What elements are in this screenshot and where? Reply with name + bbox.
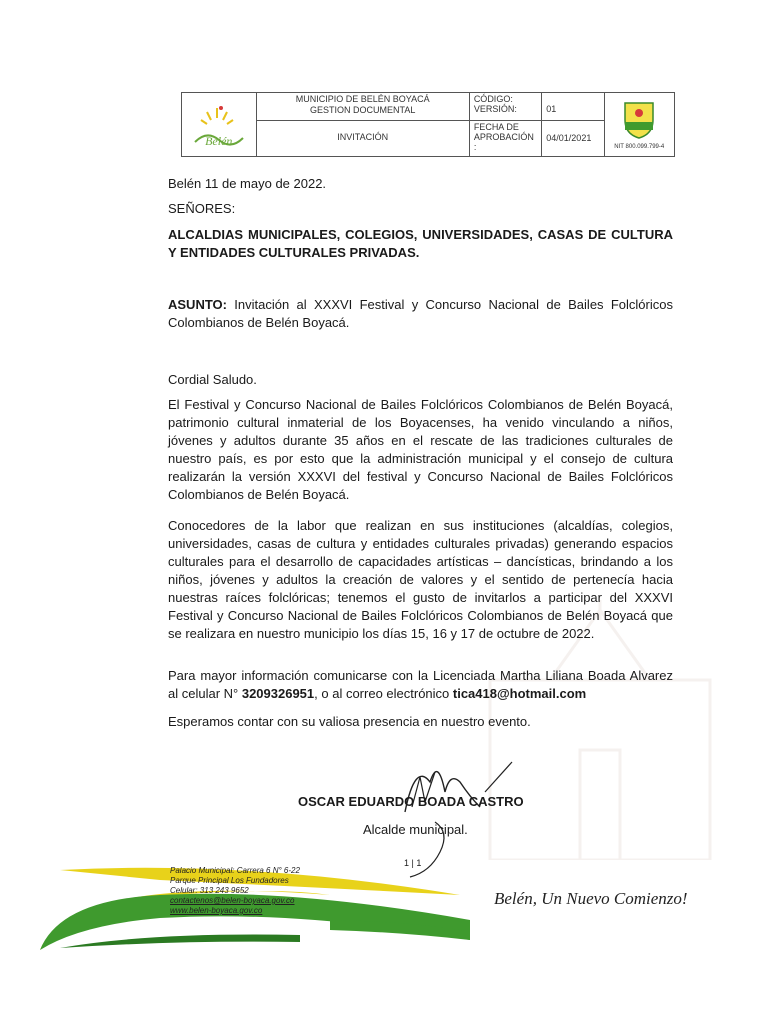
- signer-name: OSCAR EDUARDO BOADA CASTRO: [298, 794, 524, 809]
- page-indicator: 1 | 1: [404, 858, 422, 868]
- footer-slogan: Belén, Un Nuevo Comienzo!: [494, 889, 688, 908]
- footer-website: www.belen-boyaca.gov.co: [170, 906, 263, 915]
- subject-label: ASUNTO:: [168, 297, 227, 312]
- document-header: [181, 92, 675, 157]
- recipients: ALCALDIAS MUNICIPALES, COLEGIOS, UNIVERSIDADES, CASAS DE CULTURA Y ENTIDADES CULTURALES PRIVADAS.: [168, 227, 673, 260]
- logo-text: Belén: [205, 134, 233, 148]
- approval-label: FECHA DE APROBACIÓN :: [469, 120, 541, 156]
- paragraph-1: El Festival y Concurso Nacional de Bailes Folclóricos Colombianos de Belén Boyacá, patrimonio cultural inmaterial de los Boyacenses, ha venido vinculando a niños, jóvenes y adultos durante 35 años en el rescate de las tradiciones culturales de nuestro país, es por esto que la administración municipal y el consejo de cultura realizarán la versión XXXVI del festival y Concurso Nacional de Bailes Folclóricos Colombianos de Belén Boyacá.: [168, 397, 673, 502]
- approval-date: 04/01/2021: [542, 120, 604, 156]
- document-type: INVITACIÓN: [256, 120, 469, 156]
- shield-logo: [604, 93, 674, 157]
- belen-logo: [182, 93, 257, 157]
- footer-phone: Celular: 313 243 9652: [170, 886, 249, 895]
- nit-number: NIT 800.099.799-4: [614, 143, 665, 150]
- salutation-to: SEÑORES:: [168, 201, 236, 216]
- greeting: Cordial Saludo.: [168, 372, 257, 387]
- code-value: 01: [542, 93, 604, 121]
- closing: Esperamos contar con su valiosa presencia en nuestro evento.: [168, 714, 531, 729]
- paragraph-2: Conocedores de la labor que realizan en sus instituciones (alcaldías, colegios, universidades, casas de cultura y entidades culturales privadas) generando espacios culturales para el desarrollo de capacidades artísticas – dancísticas, brindando a los niños, jóvenes y adultos la creación de valores y el sentido de pertenecía hacia nuestras raíces folclóricas; tenemos el gusto de invitarlos a participar del XXXVI Festival y Concurso Nacional de Bailes Folclóricos Colombianos de Belén Boyacá que se realizara en nuestro municipio los días 15, 16 y 17 de octubre de 2022.: [168, 518, 673, 641]
- code-label: CÓDIGO: VERSIÓN:: [469, 93, 541, 121]
- footer-address: Palacio Municipal: Carrera 6 N° 6-22: [170, 866, 300, 875]
- subject-text: Invitación al XXXVI Festival y Concurso Nacional de Bailes Folclóricos Colombianos de Belén Boyacá.: [168, 297, 673, 330]
- contact-email: tica418@hotmail.com: [452, 686, 587, 701]
- letter-date: Belén 11 de mayo de 2022.: [168, 176, 327, 191]
- subject: [168, 296, 673, 332]
- footer-park: Parque Principal Los Fundadores: [170, 876, 289, 885]
- contact-paragraph: Para mayor información comunicarse con la Licenciada Martha Liliana Boada Alvarez al celular N° 3209326951, o al correo electrónico tica418@hotmail.com: [168, 668, 673, 701]
- coat-of-arms-icon: [622, 100, 656, 140]
- footer-email: contactenos@belen-boyaca.gov.co: [170, 896, 295, 905]
- header-municipality: MUNICIPIO DE BELÉN BOYACÁ GESTION DOCUMENTAL: [256, 93, 469, 121]
- signer-role: Alcalde municipal.: [363, 822, 468, 837]
- contact-phone: 3209326951: [241, 686, 315, 701]
- footer-info: [170, 866, 300, 916]
